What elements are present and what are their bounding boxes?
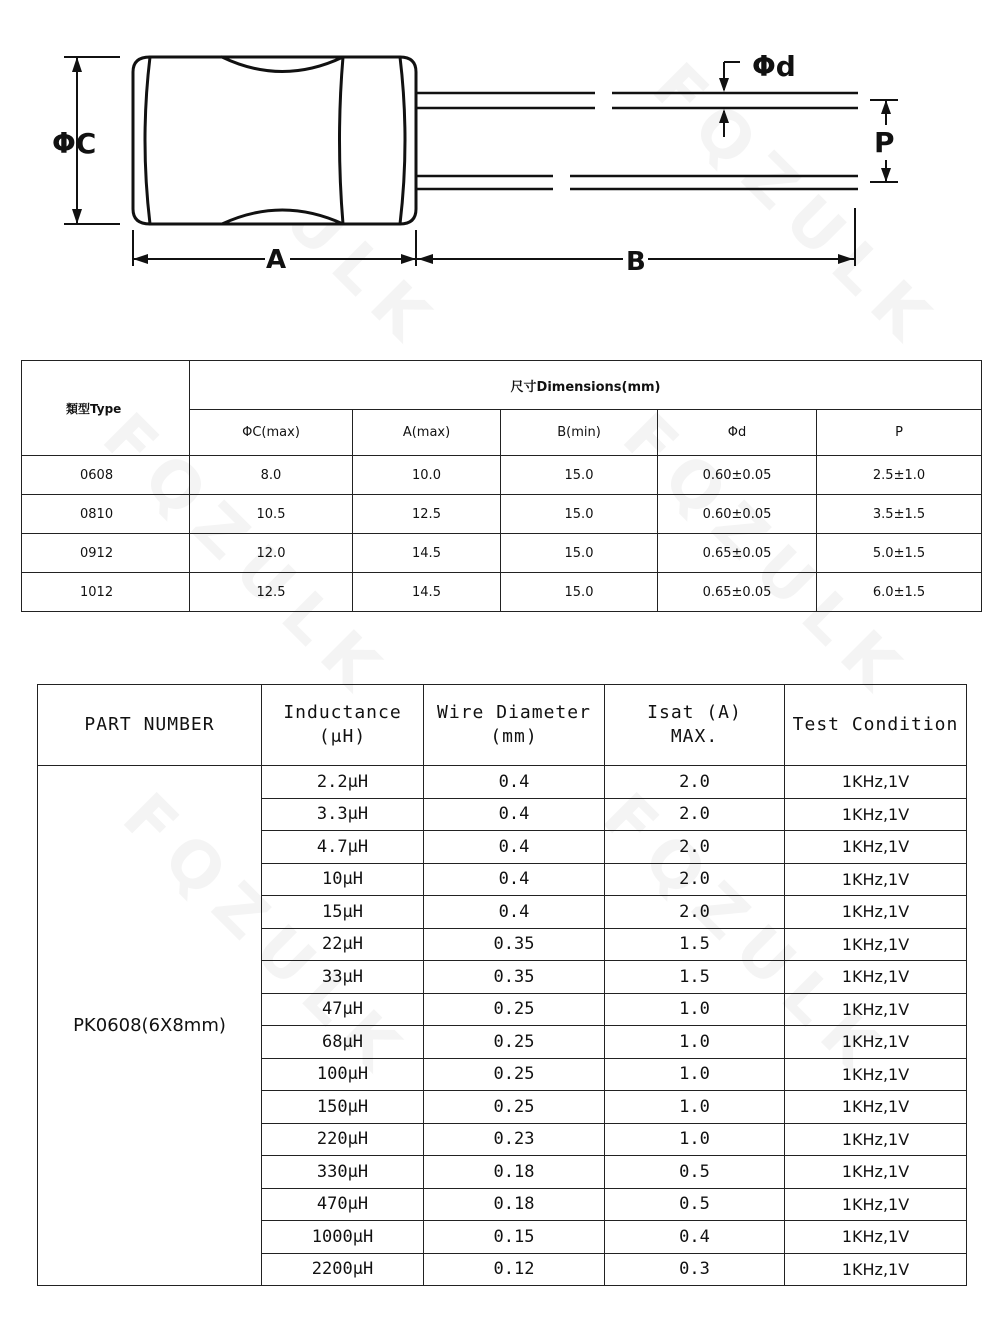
type-header: 類型Type [22, 361, 190, 456]
wire-diameter-cell: 0.35 [424, 928, 605, 961]
isat-header-label: Isat (A) [647, 702, 742, 723]
wire-diameter-cell: 0.25 [424, 1091, 605, 1124]
inductance-cell: 330μH [262, 1156, 424, 1189]
type-cell: 0810 [22, 495, 190, 534]
test-condition-cell: 1KHz,1V [785, 896, 967, 929]
isat-cell: 0.5 [605, 1188, 785, 1221]
p-cell: 5.0±1.5 [817, 534, 982, 573]
test-condition-cell: 1KHz,1V [785, 798, 967, 831]
p-cell: 6.0±1.5 [817, 573, 982, 612]
isat-cell: 2.0 [605, 798, 785, 831]
test-condition-cell: 1KHz,1V [785, 1123, 967, 1156]
inductance-cell: 68μH [262, 1026, 424, 1059]
table-row [22, 495, 982, 534]
isat-cell: 1.5 [605, 961, 785, 994]
wire-diameter-header [424, 685, 605, 766]
wire-diameter-cell: 0.25 [424, 993, 605, 1026]
test-condition-cell: 1KHz,1V [785, 831, 967, 864]
inductance-cell: 220μH [262, 1123, 424, 1156]
test-condition-cell: 1KHz,1V [785, 993, 967, 1026]
p-cell: 2.5±1.0 [817, 456, 982, 495]
inductance-cell: 33μH [262, 961, 424, 994]
isat-cell: 1.0 [605, 1123, 785, 1156]
a-cell: 14.5 [353, 573, 501, 612]
test-condition-cell: 1KHz,1V [785, 1221, 967, 1254]
inductance-cell: 3.3μH [262, 798, 424, 831]
isat-cell: 1.0 [605, 1091, 785, 1124]
table-row [22, 534, 982, 573]
wire-diameter-cell: 0.4 [424, 863, 605, 896]
wire-diameter-cell: 0.25 [424, 1026, 605, 1059]
d-cell: 0.65±0.05 [658, 573, 817, 612]
test-condition-cell: 1KHz,1V [785, 928, 967, 961]
isat-cell: 0.3 [605, 1253, 785, 1286]
inductance-cell: 100μH [262, 1058, 424, 1091]
test-condition-cell: 1KHz,1V [785, 1026, 967, 1059]
c-cell: 8.0 [190, 456, 353, 495]
c-cell: 12.0 [190, 534, 353, 573]
d-cell: 0.65±0.05 [658, 534, 817, 573]
isat-cell: 2.0 [605, 863, 785, 896]
isat-header-unit: MAX. [670, 726, 719, 747]
inductance-cell: 2200μH [262, 1253, 424, 1286]
b-cell: 15.0 [501, 534, 658, 573]
b-cell: 15.0 [501, 495, 658, 534]
dimensions-header: 尺寸Dimensions(mm) [190, 361, 982, 410]
isat-cell: 2.0 [605, 831, 785, 864]
a-cell: 14.5 [353, 534, 501, 573]
inductance-cell: 1000μH [262, 1221, 424, 1254]
isat-cell: 0.4 [605, 1221, 785, 1254]
isat-cell: 2.0 [605, 896, 785, 929]
test-condition-cell: 1KHz,1V [785, 1253, 967, 1286]
label-p: P [874, 126, 895, 159]
c-cell: 12.5 [190, 573, 353, 612]
inductance-cell: 10μH [262, 863, 424, 896]
wire-diameter-cell: 0.35 [424, 961, 605, 994]
wire-diameter-cell: 0.25 [424, 1058, 605, 1091]
inductance-cell: 22μH [262, 928, 424, 961]
type-cell: 0912 [22, 534, 190, 573]
label-phi-c: ΦC [52, 127, 97, 160]
wire-diameter-cell: 0.18 [424, 1188, 605, 1221]
test-condition-cell: 1KHz,1V [785, 766, 967, 799]
part-number-cell: PK0608(6X8mm) [38, 766, 262, 1286]
col-phi-c: ΦC(max) [190, 410, 353, 456]
isat-cell: 1.0 [605, 1058, 785, 1091]
parts-table [37, 684, 967, 1286]
a-cell: 12.5 [353, 495, 501, 534]
col-p: P [817, 410, 982, 456]
label-phi-d: Φd [752, 50, 796, 83]
test-condition-cell: 1KHz,1V [785, 1188, 967, 1221]
a-cell: 10.0 [353, 456, 501, 495]
inductance-cell: 470μH [262, 1188, 424, 1221]
inductance-cell: 4.7μH [262, 831, 424, 864]
d-cell: 0.60±0.05 [658, 495, 817, 534]
inductance-header-label: Inductance [283, 702, 402, 723]
part-number-header: PART NUMBER [38, 685, 262, 766]
table-row [22, 573, 982, 612]
type-cell: 0608 [22, 456, 190, 495]
col-a: A(max) [353, 410, 501, 456]
wire-diameter-cell: 0.23 [424, 1123, 605, 1156]
wire-diameter-cell: 0.4 [424, 798, 605, 831]
isat-cell: 2.0 [605, 766, 785, 799]
wire-diameter-cell: 0.18 [424, 1156, 605, 1189]
isat-cell: 1.0 [605, 993, 785, 1026]
leads [416, 93, 858, 189]
inductor-dimension-diagram [0, 0, 1000, 350]
inductance-cell: 2.2μH [262, 766, 424, 799]
col-b: B(min) [501, 410, 658, 456]
inductance-header-unit: (μH) [318, 726, 367, 747]
wire-diameter-cell: 0.4 [424, 766, 605, 799]
wire-diameter-cell: 0.15 [424, 1221, 605, 1254]
p-cell: 3.5±1.5 [817, 495, 982, 534]
d-cell: 0.60±0.05 [658, 456, 817, 495]
inductance-cell: 47μH [262, 993, 424, 1026]
isat-cell: 0.5 [605, 1156, 785, 1189]
isat-header [605, 685, 785, 766]
type-cell: 1012 [22, 573, 190, 612]
b-cell: 15.0 [501, 456, 658, 495]
isat-cell: 1.0 [605, 1026, 785, 1059]
inductance-header [262, 685, 424, 766]
test-condition-cell: 1KHz,1V [785, 863, 967, 896]
col-phi-d: Φd [658, 410, 817, 456]
inductance-cell: 15μH [262, 896, 424, 929]
wire-diameter-cell: 0.4 [424, 896, 605, 929]
test-condition-cell: 1KHz,1V [785, 1156, 967, 1189]
wire-header-label: Wire Diameter [437, 702, 591, 723]
isat-cell: 1.5 [605, 928, 785, 961]
table-row [38, 766, 967, 799]
wire-header-unit: (mm) [490, 726, 538, 747]
table-row [22, 456, 982, 495]
inductance-cell: 150μH [262, 1091, 424, 1124]
test-condition-cell: 1KHz,1V [785, 1058, 967, 1091]
label-b: B [626, 247, 646, 277]
wire-diameter-cell: 0.4 [424, 831, 605, 864]
inductor-body [133, 57, 416, 224]
dimensions-table [21, 360, 982, 612]
wire-diameter-cell: 0.12 [424, 1253, 605, 1286]
test-condition-header: Test Condition [785, 685, 967, 766]
b-cell: 15.0 [501, 573, 658, 612]
test-condition-cell: 1KHz,1V [785, 1091, 967, 1124]
c-cell: 10.5 [190, 495, 353, 534]
test-condition-cell: 1KHz,1V [785, 961, 967, 994]
label-a: A [266, 245, 287, 275]
